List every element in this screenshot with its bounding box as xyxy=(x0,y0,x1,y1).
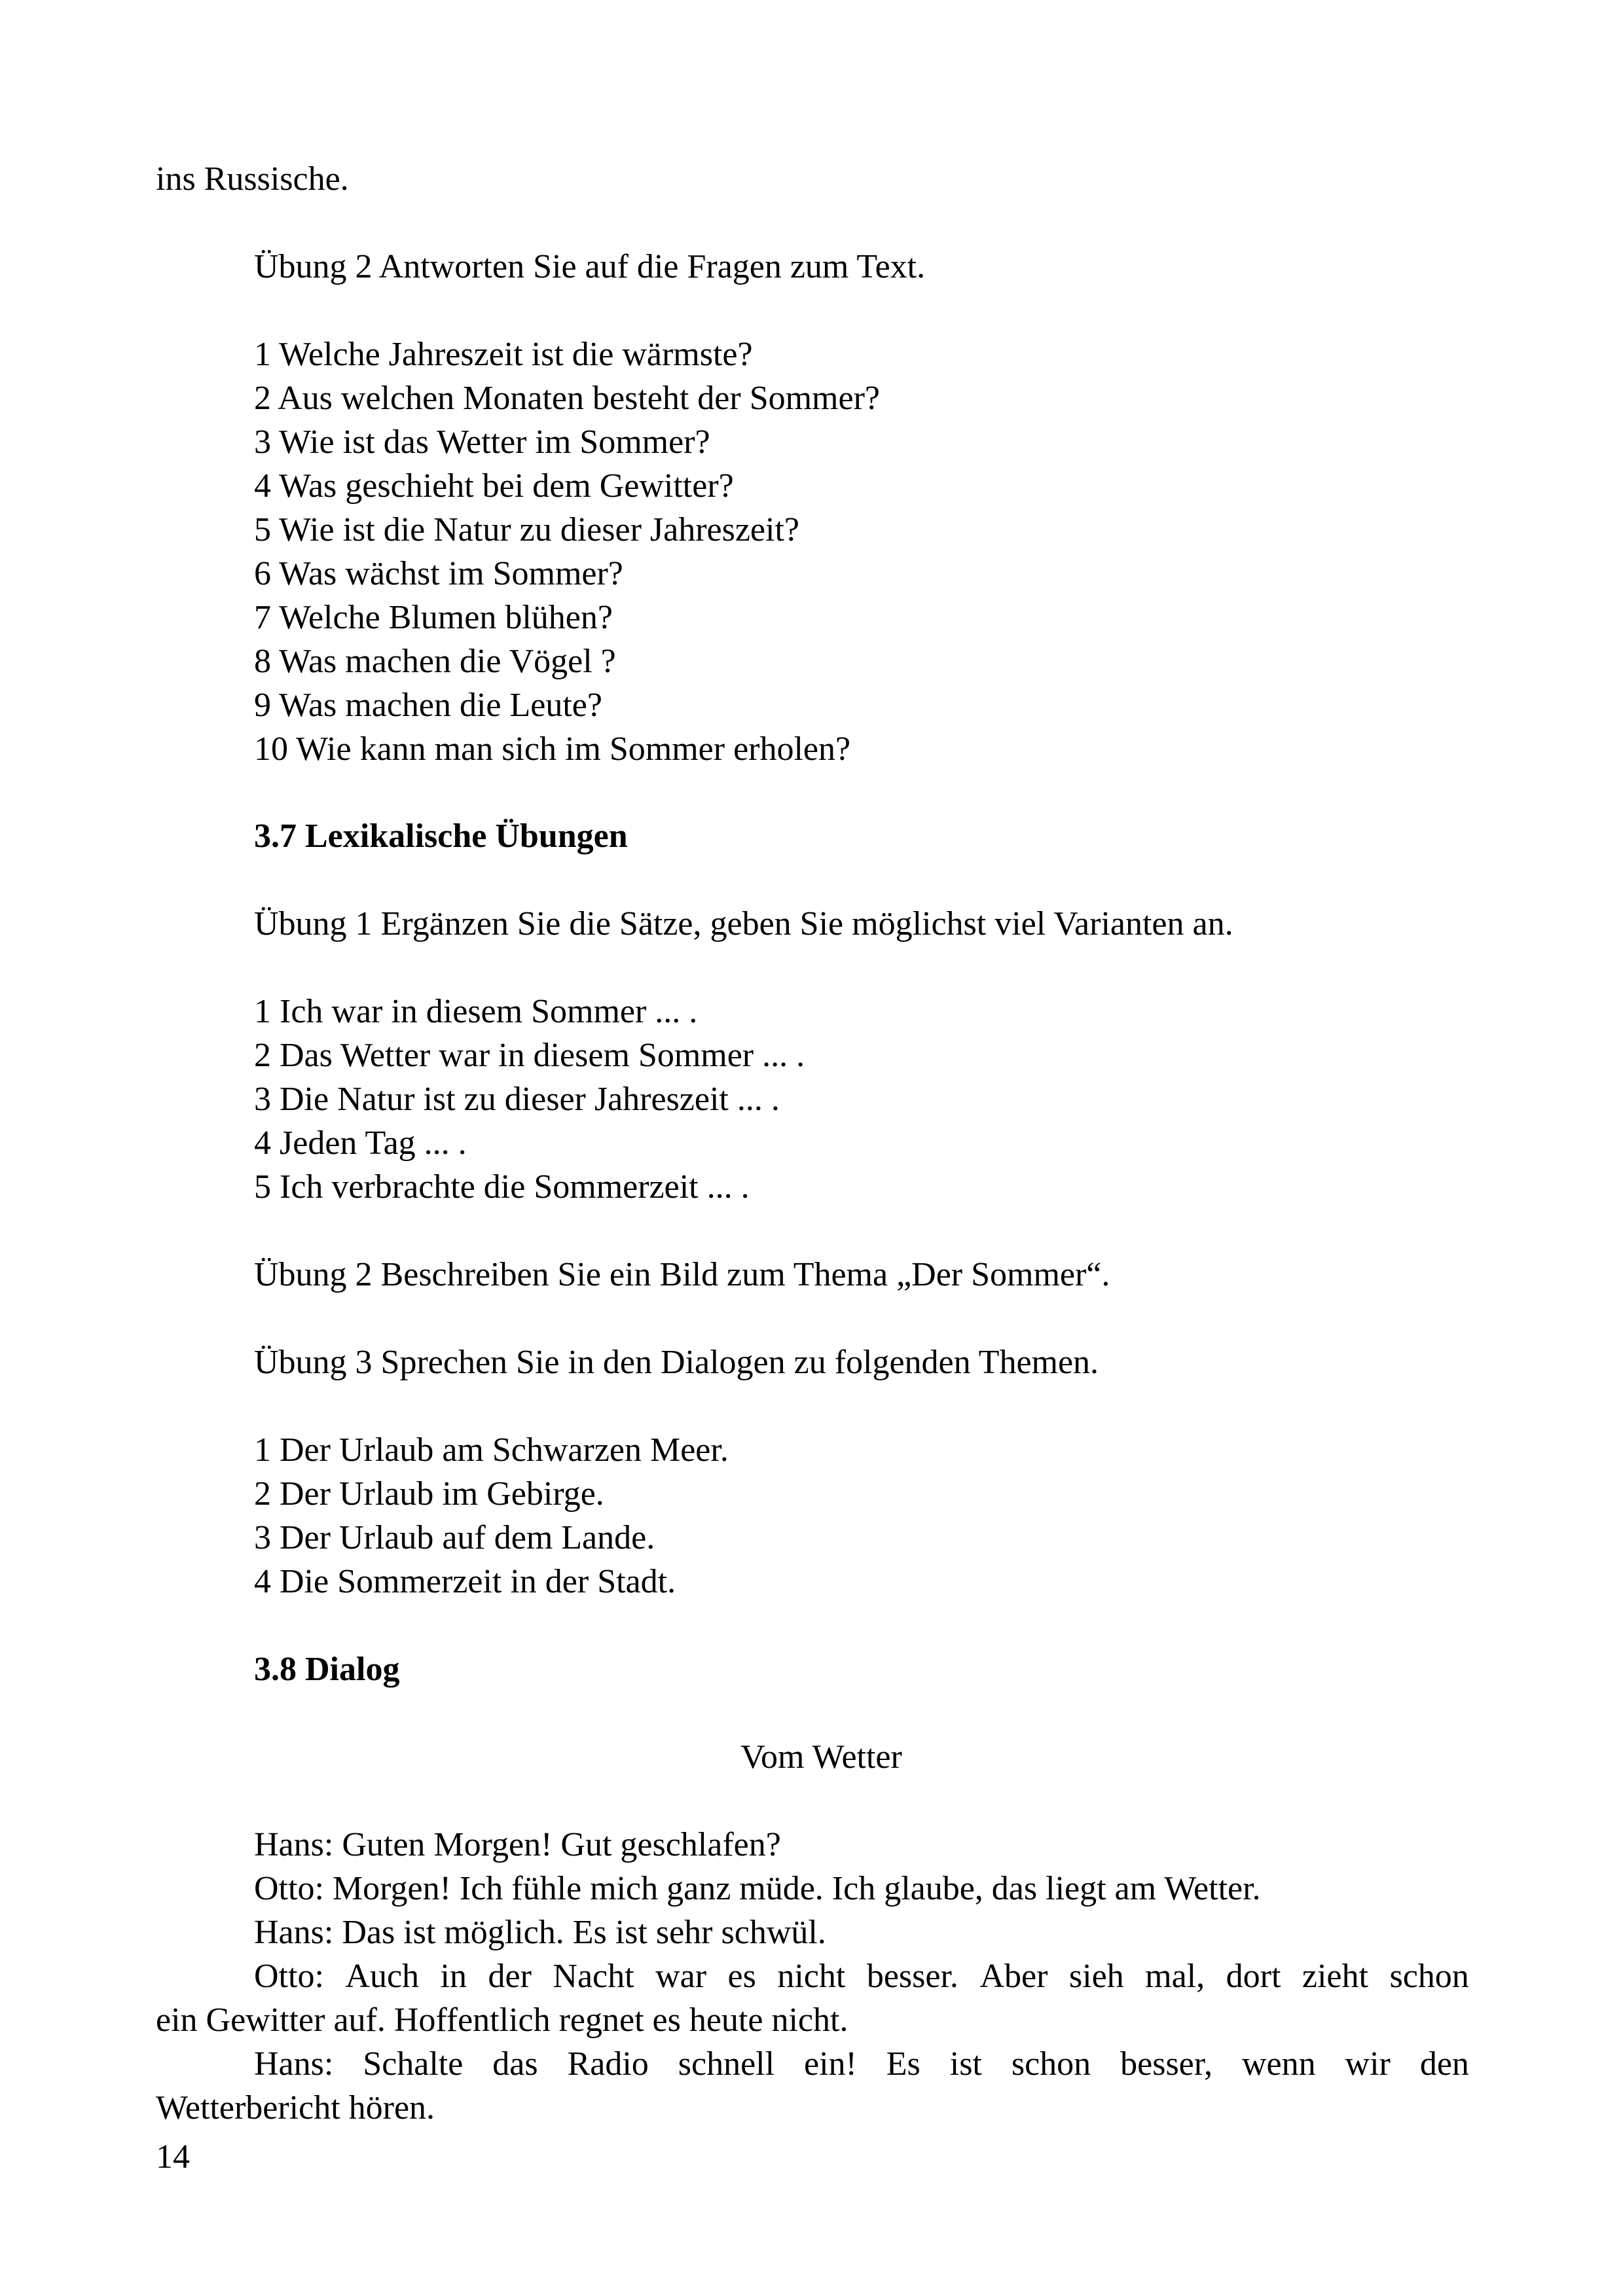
list-item: 3 Die Natur ist zu dieser Jahreszeit ... . xyxy=(254,1081,780,1118)
dialog-line: ein Gewitter auf. Hoffentlich regnet es heute nicht. xyxy=(156,2001,848,2039)
list-item: 5 Ich verbrachte die Sommerzeit ... . xyxy=(254,1168,750,1206)
word: wir xyxy=(1345,2045,1391,2083)
exercise-heading: Übung 3 Sprechen Sie in den Dialogen zu folgenden Themen. xyxy=(254,1344,1099,1381)
exercise-heading: Übung 2 Antworten Sie auf die Fragen zum Text. xyxy=(254,248,926,285)
word: der xyxy=(488,1958,532,1995)
dialog-line: Otto: Morgen! Ich fühle mich ganz müde. Ich glaube, das liegt am Wetter. xyxy=(254,1870,1261,1907)
list-item: 2 Das Wetter war in diesem Sommer ... . xyxy=(254,1037,805,1074)
word: Es xyxy=(886,2045,921,2083)
word: in xyxy=(440,1958,467,1995)
word: Nacht xyxy=(553,1958,634,1995)
dialog-line-justified xyxy=(254,1954,1469,1998)
list-item: 8 Was machen die Vögel ? xyxy=(254,643,616,680)
dialog-line-justified xyxy=(254,2042,1469,2086)
word: mal, xyxy=(1145,1958,1205,1995)
word: dort xyxy=(1226,1958,1281,1995)
word: sieh xyxy=(1068,1958,1124,1995)
list-item: 2 Aus welchen Monaten besteht der Sommer? xyxy=(254,380,880,417)
word: schnell xyxy=(678,2045,775,2083)
list-item: 1 Der Urlaub am Schwarzen Meer. xyxy=(254,1431,729,1469)
word: nicht xyxy=(777,1958,846,1995)
list-item: 1 Welche Jahreszeit ist die wärmste? xyxy=(254,336,753,373)
list-item: 3 Der Urlaub auf dem Lande. xyxy=(254,1519,655,1556)
word: wenn xyxy=(1241,2045,1316,2083)
list-item: 9 Was machen die Leute? xyxy=(254,687,602,724)
word: schon xyxy=(1389,1958,1469,1995)
continuation-line: ins Russische. xyxy=(156,160,349,198)
word: Schalte xyxy=(363,2045,464,2083)
word: schon xyxy=(1011,2045,1091,2083)
word: zieht xyxy=(1302,1958,1368,1995)
word: Hans: xyxy=(254,2045,334,2083)
word: besser. xyxy=(866,1958,958,1995)
page-number: 14 xyxy=(156,2138,190,2176)
section-title: 3.7 Lexikalische Übungen xyxy=(254,817,628,855)
list-item: 6 Was wächst im Sommer? xyxy=(254,555,623,592)
list-item: 7 Welche Blumen blühen? xyxy=(254,599,613,636)
exercise-heading: Übung 2 Beschreiben Sie ein Bild zum Thema „Der Sommer“. xyxy=(254,1256,1110,1293)
dialog-title: Vom Wetter xyxy=(740,1738,902,1776)
word: den xyxy=(1419,2045,1469,2083)
word: ein! xyxy=(804,2045,857,2083)
list-item: 10 Wie kann man sich im Sommer erholen? xyxy=(254,730,851,768)
word: Auch xyxy=(345,1958,420,1995)
dialog-line: Hans: Guten Morgen! Gut geschlafen? xyxy=(254,1826,781,1863)
list-item: 4 Jeden Tag ... . xyxy=(254,1124,467,1162)
word: ist xyxy=(949,2045,982,2083)
list-item: 3 Wie ist das Wetter im Sommer? xyxy=(254,423,710,461)
word: Otto: xyxy=(254,1958,324,1995)
list-item: 4 Die Sommerzeit in der Stadt. xyxy=(254,1563,676,1600)
word: Aber xyxy=(979,1958,1048,1995)
word: das xyxy=(492,2045,538,2083)
word: Radio xyxy=(567,2045,649,2083)
list-item: 5 Wie ist die Natur zu dieser Jahreszeit? xyxy=(254,511,799,548)
list-item: 4 Was geschieht bei dem Gewitter? xyxy=(254,467,734,505)
word: es xyxy=(727,1958,756,1995)
word: war xyxy=(655,1958,707,1995)
section-title: 3.8 Dialog xyxy=(254,1651,400,1688)
dialog-line: Wetterbericht hören. xyxy=(156,2089,435,2126)
list-item: 2 Der Urlaub im Gebirge. xyxy=(254,1475,604,1513)
dialog-line: Hans: Das ist möglich. Es ist sehr schwül. xyxy=(254,1914,826,1951)
exercise-heading: Übung 1 Ergänzen Sie die Sätze, geben Sie möglichst viel Varianten an. xyxy=(254,905,1233,942)
word: besser, xyxy=(1120,2045,1213,2083)
list-item: 1 Ich war in diesem Sommer ... . xyxy=(254,993,698,1030)
